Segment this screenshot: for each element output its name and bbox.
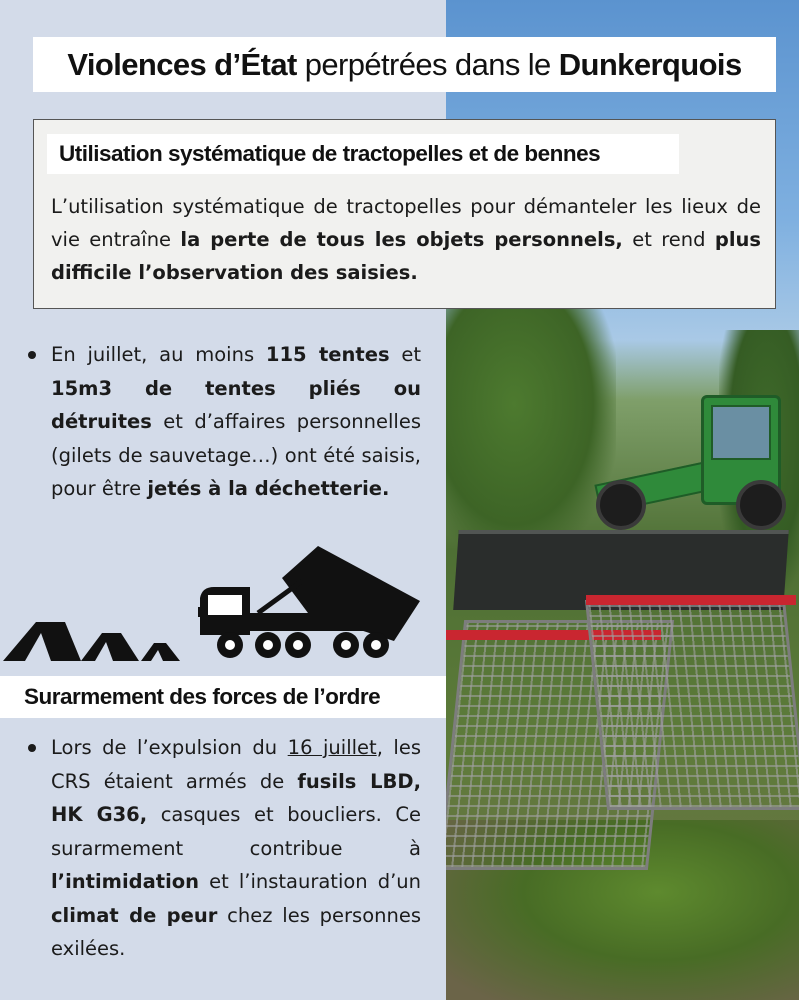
photo-wheel — [736, 480, 786, 530]
photo-tractor-cab — [711, 405, 771, 460]
section-heading — [47, 134, 679, 174]
page-title — [33, 37, 776, 92]
bullet-bold: l’intimidation — [51, 870, 200, 893]
section-paragraph — [51, 190, 761, 289]
paragraph-bold: plus difficile l’observation des saisies. — [51, 228, 762, 284]
bullet-underlined-date: 16 juillet — [287, 736, 377, 759]
bullet-dot — [28, 351, 36, 359]
photo-shopping-cart — [585, 600, 799, 810]
section-heading-surarmement — [0, 676, 446, 718]
title-normal-part: perpétrées dans le — [296, 46, 559, 82]
bullet-dot — [28, 744, 36, 752]
dump-truck-icon — [198, 543, 423, 663]
bullet-text: Lors de l’expulsion du — [51, 736, 288, 759]
bullet-bold: fusils LBD, HK G36, — [51, 769, 422, 826]
bullet-bold: jetés à la déchetterie. — [147, 477, 390, 500]
tents-icon — [3, 619, 183, 664]
section-heading-text: Surarmement des forces de l’ordre — [24, 684, 381, 709]
title-bold-part: Violences d’État — [67, 46, 297, 82]
bullet-text: En juillet, au moins — [51, 343, 266, 366]
bullet-text: et — [389, 343, 421, 366]
section-tractopelles — [33, 119, 776, 309]
bullet-text: casques et boucliers. Ce surarmement contribue à — [51, 803, 421, 860]
photo-trees — [446, 300, 616, 560]
bullet-text: et d’affaires personnelles (gilets de sauvetage…) ont été saisis, pour être — [51, 410, 421, 500]
section-heading-text: Utilisation systématique de tractopelles et de bennes — [59, 141, 601, 166]
bullet-bold: 115 tentes — [265, 343, 390, 366]
bullet-bold: 15m3 de tentes pliés ou détruites — [51, 376, 421, 433]
paragraph-text: et rend — [622, 228, 715, 251]
bullet-item-surarmement — [28, 731, 421, 966]
bullet-text: et l’instauration d’un — [199, 870, 421, 893]
paragraph-bold: la perte de tous les objets personnels, — [180, 228, 623, 251]
bullet-text: , les CRS étaient armés de — [51, 736, 421, 793]
paragraph-text: L’utilisation systématique de tractopelles pour démanteler les lieux de vie entraîne — [51, 195, 761, 251]
bullet-bold: climat de peur — [51, 903, 218, 927]
bullet-text: chez les personnes exilées. — [51, 903, 422, 960]
bullet-item-tentes — [28, 338, 421, 506]
photo-cart-handle — [586, 595, 796, 605]
title-bold-place: Dunkerquois — [558, 46, 742, 82]
photo-wheel — [596, 480, 646, 530]
